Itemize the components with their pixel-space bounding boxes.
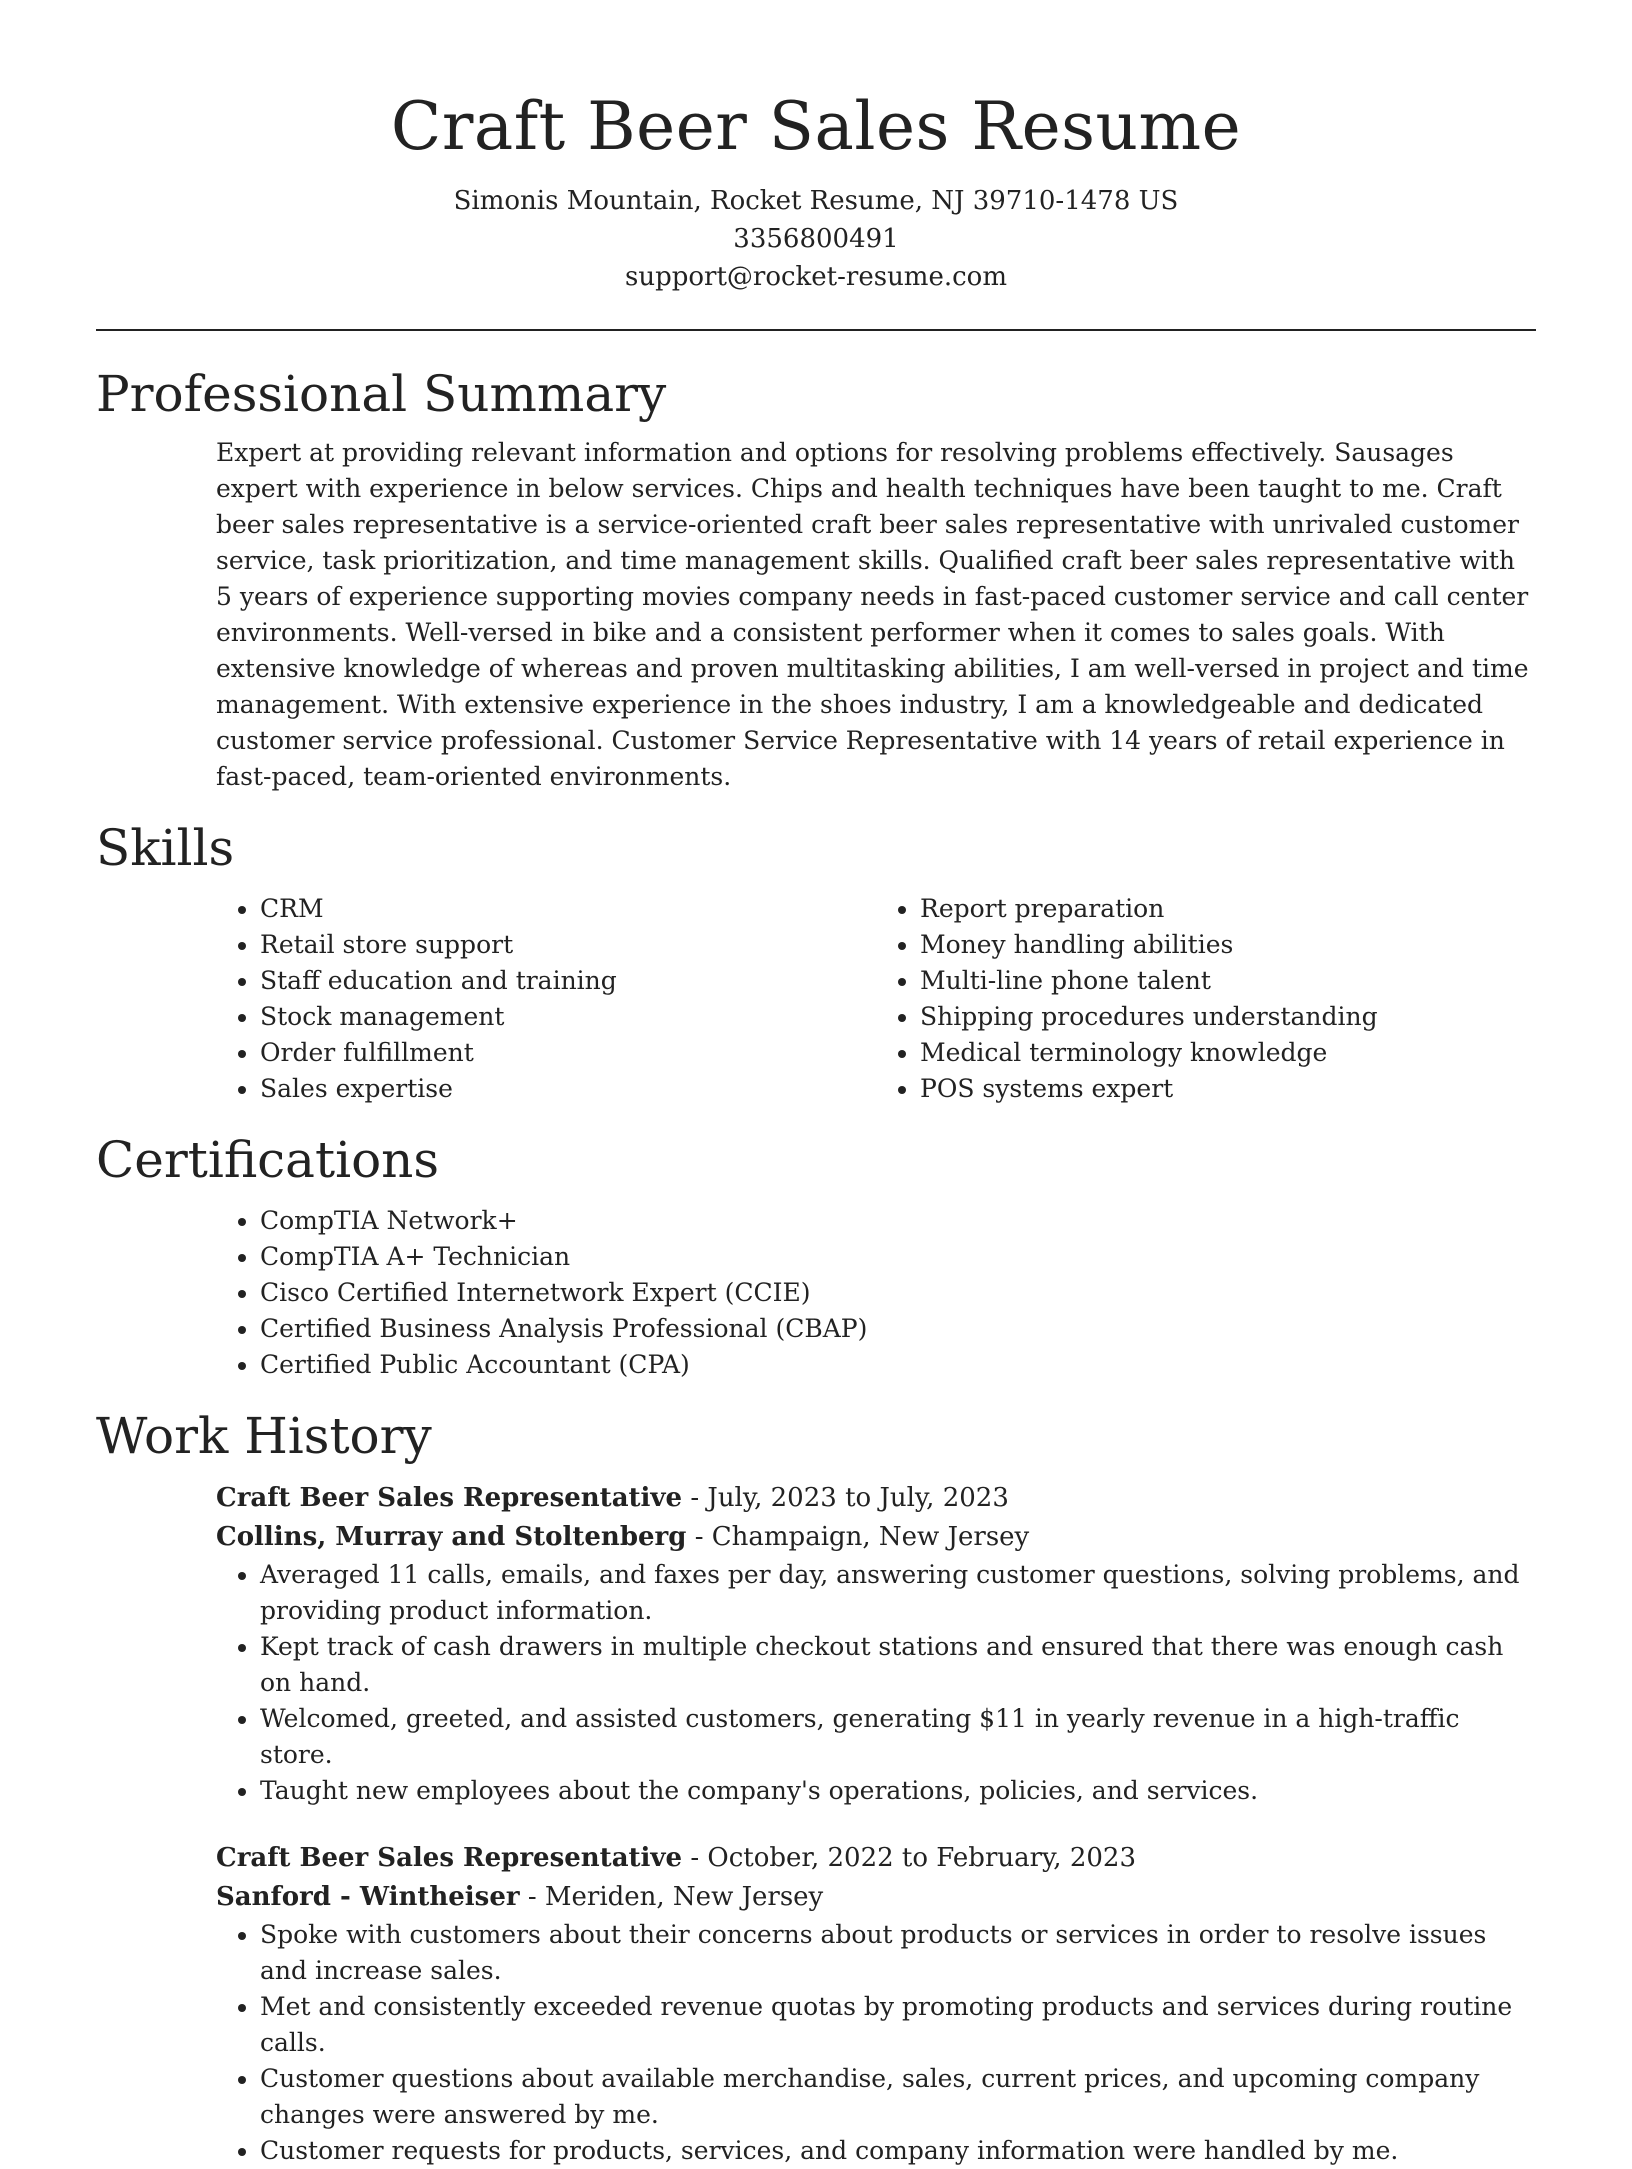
summary-heading: Professional Summary	[96, 365, 667, 423]
job-title: Craft Beer Sales Representative	[216, 1843, 683, 1873]
job-entry	[216, 1479, 1536, 1809]
work-history-heading: Work History	[96, 1407, 432, 1465]
job-duty: • Spoke with customers about their concerns about products or services in order to resolve issues and increase sales.	[260, 1917, 1536, 1989]
job-company: Collins, Murray and Stoltenberg	[216, 1522, 687, 1552]
skill-item: • Money handling abilities	[920, 927, 1536, 963]
skills-list-right	[876, 891, 1536, 1107]
contact-block	[96, 182, 1536, 296]
skill-item: • Order fulfillment	[260, 1035, 876, 1071]
skill-item: • POS systems expert	[920, 1071, 1536, 1107]
certification-item: • Certified Business Analysis Professional (CBAP)	[260, 1311, 1536, 1347]
job-dates: - July, 2023 to July, 2023	[682, 1483, 1009, 1513]
resume-header	[96, 80, 1536, 296]
certifications-heading: Certifications	[96, 1131, 440, 1189]
skills-heading: Skills	[96, 819, 235, 877]
skill-item: • Report preparation	[920, 891, 1536, 927]
job-duties-list	[216, 1557, 1536, 1809]
job-company-line	[216, 1878, 1536, 1917]
certification-item: • Certified Public Accountant (CPA)	[260, 1347, 1536, 1383]
summary-text: Expert at providing relevant information and options for resolving problems effectively. Sausages expert with experience in below services. Chips and health techniques have been taught to me. Craft beer sales representative is a service-oriented craft beer sales representative with unrivaled customer service, task prioritization, and time management skills. Qualified craft beer sales representative with 5 years of experience supporting movies company needs in fast-paced customer service and call center environments. Well-versed in bike and a consistent performer when it comes to sales goals. With extensive knowledge of whereas and proven multitasking abilities, I am well-versed in project and time management. With extensive experience in the shoes industry, I am a knowledgeable and dedicated customer service professional. Customer Service Representative with 14 years of retail experience in fast-paced, team-oriented environments.	[216, 438, 1529, 791]
contact-email: support@rocket-resume.com	[624, 262, 1007, 292]
job-title-line	[216, 1479, 1536, 1518]
certifications-section	[96, 1127, 1536, 1383]
job-duty: • Taught new employees about the company's operations, policies, and services.	[260, 1773, 1536, 1809]
certification-item: • CompTIA Network+	[260, 1203, 1536, 1239]
job-entry	[216, 1839, 1536, 2169]
skill-item: • Staff education and training	[260, 963, 876, 999]
job-location: - Meriden, New Jersey	[519, 1882, 824, 1912]
skill-item: • Medical terminology knowledge	[920, 1035, 1536, 1071]
job-duty: • Averaged 11 calls, emails, and faxes per day, answering customer questions, solving problems, and providing product information.	[260, 1557, 1536, 1629]
contact-address: Simonis Mountain, Rocket Resume, NJ 39710-1478 US	[453, 186, 1179, 216]
skills-section	[96, 815, 1536, 1107]
skill-item: • Retail store support	[260, 927, 876, 963]
work-history-section	[96, 1403, 1536, 2169]
job-dates: - October, 2022 to February, 2023	[682, 1843, 1136, 1873]
job-title-line	[216, 1839, 1536, 1878]
skill-item: • Multi-line phone talent	[920, 963, 1536, 999]
job-duty: • Welcomed, greeted, and assisted customers, generating $11 in yearly revenue in a high-traffic store.	[260, 1701, 1536, 1773]
job-duty: • Met and consistently exceeded revenue quotas by promoting products and services during routine calls.	[260, 1989, 1536, 2061]
contact-phone: 3356800491	[733, 224, 899, 254]
certifications-list	[216, 1203, 1536, 1383]
summary-section	[96, 361, 1536, 795]
skill-item: • Stock management	[260, 999, 876, 1035]
skill-item: • Shipping procedures understanding	[920, 999, 1536, 1035]
job-duties-list	[216, 1917, 1536, 2169]
job-location: - Champaign, New Jersey	[686, 1522, 1030, 1552]
skills-grid	[216, 891, 1536, 1107]
job-company: Sanford - Wintheiser	[216, 1882, 520, 1912]
job-duty: • Customer requests for products, services, and company information were handled by me.	[260, 2133, 1536, 2169]
skills-list-left	[216, 891, 876, 1107]
job-duty: • Kept track of cash drawers in multiple checkout stations and ensured that there was enough cash on hand.	[260, 1629, 1536, 1701]
certification-item: • Cisco Certified Internetwork Expert (CCIE)	[260, 1275, 1536, 1311]
resume-title: Craft Beer Sales Resume	[390, 88, 1242, 165]
skill-item: • CRM	[260, 891, 876, 927]
job-title: Craft Beer Sales Representative	[216, 1483, 683, 1513]
header-divider	[96, 329, 1536, 331]
certification-item: • CompTIA A+ Technician	[260, 1239, 1536, 1275]
skill-item: • Sales expertise	[260, 1071, 876, 1107]
job-company-line	[216, 1518, 1536, 1557]
resume-page	[96, 80, 1536, 2169]
job-duty: • Customer questions about available merchandise, sales, current prices, and upcoming company changes were answered by me.	[260, 2061, 1536, 2133]
